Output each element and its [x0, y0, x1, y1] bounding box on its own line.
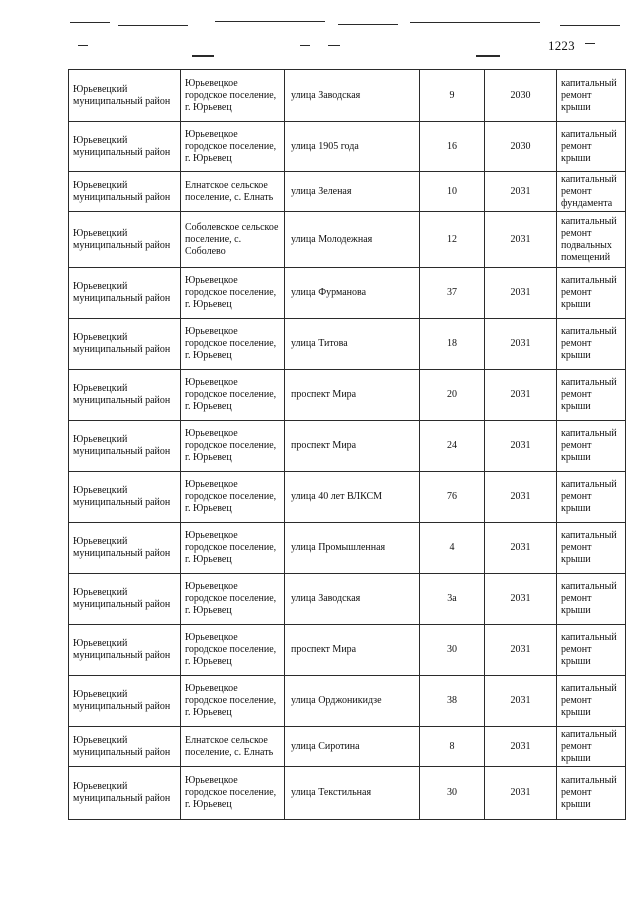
- scan-artifact-line: [118, 25, 188, 26]
- planned-year-text: 2030: [510, 140, 531, 152]
- street-cell: [285, 122, 420, 172]
- planned-year-cell: [485, 574, 557, 625]
- street-cell: [285, 70, 420, 122]
- street-cell: [285, 472, 420, 523]
- house-number-text: 16: [447, 140, 457, 152]
- scan-artifact-line: [192, 55, 214, 57]
- street-text: проспект Мира: [291, 440, 357, 451]
- scan-artifact-line: [328, 45, 340, 46]
- district-text: Юрьевецкий муниципальный район: [73, 781, 171, 804]
- work-type-cell: [557, 676, 626, 727]
- work-type-cell: [557, 70, 626, 122]
- street-text: улица 1905 года: [291, 140, 359, 152]
- settlement-cell: [181, 212, 285, 268]
- table-row: [69, 122, 626, 172]
- settlement-cell: [181, 319, 285, 370]
- settlement-cell: [181, 523, 285, 574]
- table-row: [69, 523, 626, 574]
- settlement-text: Юрьевецкое городское поселение, г. Юрьевец: [185, 632, 277, 667]
- house-number-text: 4: [449, 542, 455, 553]
- street-cell: [285, 676, 420, 727]
- settlement-text: Елнатское сельское поселение, с. Елнать: [185, 179, 274, 203]
- planned-year-text: 2031: [510, 287, 531, 298]
- district-cell: [69, 370, 181, 421]
- street-cell: [285, 421, 420, 472]
- scan-artifact-line: [585, 43, 595, 44]
- district-cell: [69, 319, 181, 370]
- page-number: 1223: [548, 38, 575, 53]
- district-cell: [69, 268, 181, 319]
- planned-year-text: 2031: [510, 593, 531, 604]
- planned-year-text: 2031: [510, 338, 531, 349]
- district-text: Юрьевецкий муниципальный район: [73, 485, 171, 508]
- house-number-text: 37: [447, 287, 457, 298]
- street-text: улица Зеленая: [291, 185, 352, 197]
- house-number-text: 12: [447, 233, 457, 245]
- work-type-cell: [557, 523, 626, 574]
- table-row: [69, 472, 626, 523]
- planned-year-cell: [485, 122, 557, 172]
- house-number-text: 3а: [447, 593, 457, 604]
- settlement-text: Елнатское сельское поселение, с. Елнать: [185, 734, 274, 758]
- settlement-cell: [181, 172, 285, 212]
- houses-table: [68, 69, 626, 820]
- scan-artifact-line: [70, 22, 110, 23]
- table-row: [69, 319, 626, 370]
- table-row: [69, 574, 626, 625]
- settlement-text: Соболевское сельское поселение, с. Соболево: [185, 221, 279, 257]
- scan-artifact-line: [215, 21, 325, 22]
- street-cell: [285, 767, 420, 820]
- table-row: [69, 370, 626, 421]
- settlement-cell: [181, 122, 285, 172]
- work-type-cell: [557, 122, 626, 172]
- table-row: [69, 172, 626, 212]
- district-text: Юрьевецкий муниципальный район: [73, 536, 171, 559]
- district-cell: [69, 523, 181, 574]
- district-text: Юрьевецкий муниципальный район: [73, 638, 171, 661]
- table-row: [69, 727, 626, 767]
- planned-year-text: 2031: [510, 644, 531, 655]
- district-text: Юрьевецкий муниципальный район: [73, 281, 171, 304]
- work-type-cell: [557, 767, 626, 820]
- scan-artifact-line: [560, 25, 620, 26]
- planned-year-text: 2031: [510, 440, 531, 451]
- house-number-cell: [420, 421, 485, 472]
- settlement-cell: [181, 574, 285, 625]
- table-row: [69, 268, 626, 319]
- house-number-cell: [420, 574, 485, 625]
- planned-year-text: 2031: [510, 491, 531, 502]
- settlement-text: Юрьевецкое городское поселение, г. Юрьевец: [185, 77, 277, 113]
- district-text: Юрьевецкий муниципальный район: [73, 689, 171, 712]
- settlement-text: Юрьевецкое городское поселение, г. Юрьевец: [185, 683, 277, 718]
- house-number-cell: [420, 268, 485, 319]
- street-cell: [285, 370, 420, 421]
- settlement-cell: [181, 421, 285, 472]
- district-cell: [69, 70, 181, 122]
- district-text: Юрьевецкий муниципальный район: [73, 179, 171, 203]
- table-row: [69, 625, 626, 676]
- work-type-text: капитальный ремонт крыши: [561, 683, 617, 718]
- planned-year-cell: [485, 421, 557, 472]
- work-type-text: капитальный ремонт фундамента: [561, 173, 617, 209]
- house-number-text: 30: [447, 787, 457, 798]
- street-text: улица Сиротина: [291, 740, 360, 752]
- work-type-cell: [557, 625, 626, 676]
- street-cell: [285, 212, 420, 268]
- house-number-cell: [420, 70, 485, 122]
- house-number-text: 30: [447, 644, 457, 655]
- street-text: улица Молодежная: [291, 233, 373, 245]
- district-cell: [69, 472, 181, 523]
- work-type-text: капитальный ремонт подвальных помещений: [561, 215, 617, 263]
- house-number-text: 20: [447, 389, 457, 400]
- house-number-text: 76: [447, 491, 457, 502]
- planned-year-cell: [485, 676, 557, 727]
- street-text: улица Титова: [291, 338, 348, 349]
- house-number-text: 24: [447, 440, 457, 451]
- settlement-text: Юрьевецкое городское поселение, г. Юрьевец: [185, 326, 277, 361]
- work-type-text: капитальный ремонт крыши: [561, 326, 617, 361]
- house-number-cell: [420, 676, 485, 727]
- settlement-text: Юрьевецкое городское поселение, г. Юрьевец: [185, 128, 277, 164]
- district-cell: [69, 574, 181, 625]
- planned-year-text: 2031: [510, 695, 531, 706]
- settlement-cell: [181, 472, 285, 523]
- planned-year-cell: [485, 268, 557, 319]
- work-type-cell: [557, 727, 626, 767]
- district-cell: [69, 421, 181, 472]
- district-text: Юрьевецкий муниципальный район: [73, 434, 171, 457]
- street-cell: [285, 523, 420, 574]
- scan-artifact-line: [410, 22, 540, 23]
- house-number-cell: [420, 370, 485, 421]
- district-cell: [69, 727, 181, 767]
- street-cell: [285, 172, 420, 212]
- district-text: Юрьевецкий муниципальный район: [73, 83, 171, 107]
- scan-artifact-line: [78, 45, 88, 46]
- house-number-cell: [420, 319, 485, 370]
- settlement-text: Юрьевецкое городское поселение, г. Юрьевец: [185, 377, 277, 412]
- district-text: Юрьевецкий муниципальный район: [73, 227, 171, 251]
- work-type-text: капитальный ремонт крыши: [561, 275, 617, 310]
- planned-year-cell: [485, 767, 557, 820]
- work-type-cell: [557, 421, 626, 472]
- street-text: улица Текстильная: [291, 787, 372, 798]
- work-type-text: капитальный ремонт крыши: [561, 728, 617, 764]
- table-row: [69, 70, 626, 122]
- house-number-cell: [420, 523, 485, 574]
- street-cell: [285, 319, 420, 370]
- work-type-cell: [557, 172, 626, 212]
- planned-year-cell: [485, 472, 557, 523]
- house-number-cell: [420, 767, 485, 820]
- work-type-cell: [557, 268, 626, 319]
- planned-year-cell: [485, 212, 557, 268]
- settlement-text: Юрьевецкое городское поселение, г. Юрьевец: [185, 479, 277, 514]
- planned-year-cell: [485, 523, 557, 574]
- street-cell: [285, 727, 420, 767]
- settlement-cell: [181, 727, 285, 767]
- district-cell: [69, 122, 181, 172]
- settlement-cell: [181, 70, 285, 122]
- work-type-text: капитальный ремонт крыши: [561, 77, 617, 113]
- house-number-text: 18: [447, 338, 457, 349]
- settlement-cell: [181, 676, 285, 727]
- street-text: улица Орджоникидзе: [291, 695, 382, 706]
- planned-year-text: 2031: [510, 233, 531, 245]
- street-text: улица Промышленная: [291, 542, 386, 553]
- scan-artifact-line: [300, 45, 310, 46]
- table-row: [69, 676, 626, 727]
- settlement-text: Юрьевецкое городское поселение, г. Юрьевец: [185, 581, 277, 616]
- settlement-text: Юрьевецкое городское поселение, г. Юрьевец: [185, 775, 277, 810]
- district-cell: [69, 676, 181, 727]
- planned-year-cell: [485, 172, 557, 212]
- district-cell: [69, 625, 181, 676]
- district-text: Юрьевецкий муниципальный район: [73, 587, 171, 610]
- work-type-cell: [557, 319, 626, 370]
- settlement-text: Юрьевецкое городское поселение, г. Юрьевец: [185, 530, 277, 565]
- district-cell: [69, 767, 181, 820]
- planned-year-text: 2030: [510, 89, 531, 101]
- planned-year-cell: [485, 319, 557, 370]
- table-row: [69, 212, 626, 268]
- planned-year-text: 2031: [510, 787, 531, 798]
- district-text: Юрьевецкий муниципальный район: [73, 134, 171, 158]
- street-text: проспект Мира: [291, 389, 357, 400]
- planned-year-text: 2031: [510, 185, 531, 197]
- street-text: улица 40 лет ВЛКСМ: [291, 491, 383, 502]
- settlement-cell: [181, 370, 285, 421]
- scan-artifact-line: [338, 24, 398, 25]
- work-type-cell: [557, 574, 626, 625]
- house-number-text: 9: [449, 89, 455, 101]
- street-cell: [285, 268, 420, 319]
- house-number-text: 10: [447, 185, 457, 197]
- settlement-cell: [181, 767, 285, 820]
- planned-year-text: 2031: [510, 389, 531, 400]
- settlement-text: Юрьевецкое городское поселение, г. Юрьевец: [185, 275, 277, 310]
- street-text: улица Фурманова: [291, 287, 367, 298]
- house-number-cell: [420, 625, 485, 676]
- district-cell: [69, 172, 181, 212]
- settlement-text: Юрьевецкое городское поселение, г. Юрьевец: [185, 428, 277, 463]
- table-row: [69, 767, 626, 820]
- house-number-cell: [420, 212, 485, 268]
- planned-year-cell: [485, 625, 557, 676]
- work-type-text: капитальный ремонт крыши: [561, 428, 617, 463]
- district-cell: [69, 212, 181, 268]
- table-row: [69, 421, 626, 472]
- planned-year-text: 2031: [510, 542, 531, 553]
- house-number-cell: [420, 122, 485, 172]
- planned-year-text: 2031: [510, 740, 531, 752]
- work-type-cell: [557, 370, 626, 421]
- work-type-text: капитальный ремонт крыши: [561, 581, 617, 616]
- work-type-text: капитальный ремонт крыши: [561, 632, 617, 667]
- planned-year-cell: [485, 727, 557, 767]
- work-type-text: капитальный ремонт крыши: [561, 377, 617, 412]
- work-type-text: капитальный ремонт крыши: [561, 775, 617, 810]
- work-type-cell: [557, 472, 626, 523]
- work-type-text: капитальный ремонт крыши: [561, 479, 617, 514]
- house-number-text: 8: [449, 740, 455, 752]
- street-cell: [285, 574, 420, 625]
- settlement-cell: [181, 625, 285, 676]
- settlement-cell: [181, 268, 285, 319]
- planned-year-cell: [485, 370, 557, 421]
- planned-year-cell: [485, 70, 557, 122]
- district-text: Юрьевецкий муниципальный район: [73, 332, 171, 355]
- district-text: Юрьевецкий муниципальный район: [73, 734, 171, 758]
- street-text: улица Заводская: [291, 89, 361, 101]
- house-number-cell: [420, 172, 485, 212]
- house-number-cell: [420, 472, 485, 523]
- street-text: улица Заводская: [291, 593, 361, 604]
- work-type-cell: [557, 212, 626, 268]
- work-type-text: капитальный ремонт крыши: [561, 530, 617, 565]
- scan-artifact-line: [476, 55, 500, 57]
- street-text: проспект Мира: [291, 644, 357, 655]
- table-body: [69, 70, 626, 820]
- work-type-text: капитальный ремонт крыши: [561, 128, 617, 164]
- house-number-text: 38: [447, 695, 457, 706]
- street-cell: [285, 625, 420, 676]
- house-number-cell: [420, 727, 485, 767]
- district-text: Юрьевецкий муниципальный район: [73, 383, 171, 406]
